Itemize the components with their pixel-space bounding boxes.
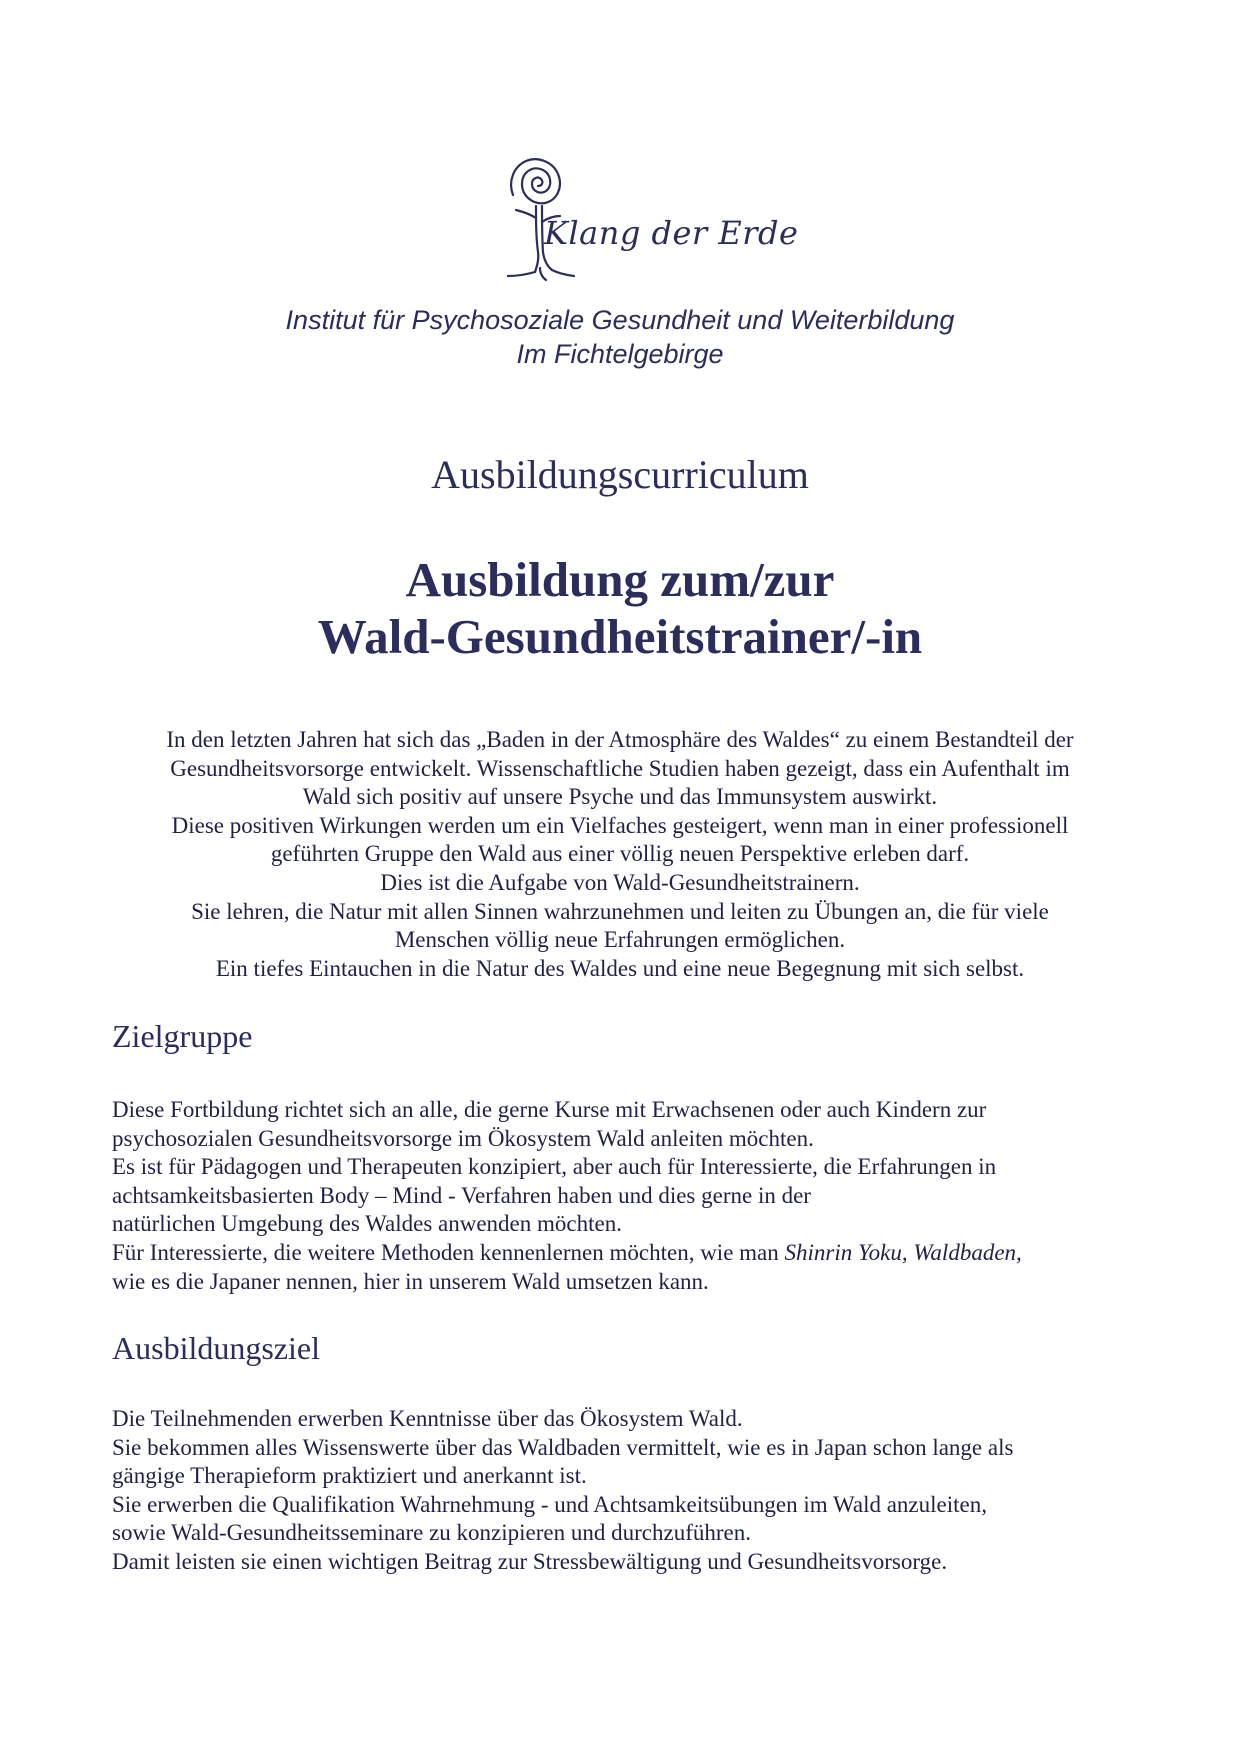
intro-line: Diese positiven Wirkungen werden um ein Vielfaches gesteigert, wenn man in einer professionell xyxy=(171,812,1069,838)
body-line: Es ist für Pädagogen und Therapeuten konzipiert, aber auch für Interessierte, die Erfahrungen in xyxy=(112,1154,997,1180)
body-line xyxy=(112,1239,1152,1268)
body-line: sowie Wald-Gesundheitsseminare zu konzipieren und durchzuführen. xyxy=(112,1520,751,1546)
intro-line: In den letzten Jahren hat sich das „Baden in der Atmosphäre des Waldes“ zu einem Bestandteil der xyxy=(166,727,1074,752)
body-line: Sie erwerben die Qualifikation Wahrnehmung - und Achtsamkeitsübungen im Wald anzuleiten, xyxy=(112,1491,987,1517)
document-kicker: Ausbildungscurriculum xyxy=(431,452,809,497)
body-line: natürlichen Umgebung des Waldes anwenden möchten. xyxy=(112,1211,622,1237)
zielgruppe-paragraph xyxy=(112,1096,1152,1296)
body-text-span: wie es die Japaner nennen xyxy=(112,1268,353,1294)
section-heading-ausbildungsziel: Ausbildungsziel xyxy=(112,1330,320,1366)
intro-line: Dies ist die Aufgabe von Wald-Gesundheitstrainern. xyxy=(380,869,860,895)
body-line: achtsamkeitsbasierten Body – Mind - Verfahren haben und dies gerne in der xyxy=(112,1182,811,1208)
body-line xyxy=(112,1268,1152,1297)
intro-line: Wald sich positiv auf unsere Psyche und das Immunsystem auswirkt. xyxy=(302,784,938,810)
document-title-line-1: Ausbildung zum/zur xyxy=(405,552,835,607)
body-line: gängige Therapieform praktiziert und anerkannt ist. xyxy=(112,1463,587,1489)
intro-line: Sie lehren, die Natur mit allen Sinnen wahrzunehmen und leiten zu Übungen an, die für viele xyxy=(191,898,1049,924)
shinrin-yoku-term: Shinrin Yoku, Waldbaden, xyxy=(784,1239,1022,1265)
logo xyxy=(500,152,799,282)
body-text-span: Für Interessierte, die weitere Methoden kennenlernen möchten, wie man xyxy=(112,1239,785,1265)
body-text-span: , xyxy=(352,1268,358,1294)
logo-wordmark: Klang der Erde xyxy=(544,214,799,252)
institute-location: Im Fichtelgebirge xyxy=(516,339,724,369)
body-line: Die Teilnehmenden erwerben Kenntnisse über das Ökosystem Wald. xyxy=(112,1406,743,1431)
body-line: Damit leisten sie einen wichtigen Beitrag zur Stressbewältigung und Gesundheitsvorsorge. xyxy=(112,1548,948,1574)
body-line: Diese Fortbildung richtet sich an alle, die gerne Kurse mit Erwachsenen oder auch Kindern zur xyxy=(112,1097,987,1122)
body-text-span: hier in unserem Wald umsetzen kann. xyxy=(357,1268,709,1294)
intro-line: Menschen völlig neue Erfahrungen ermöglichen. xyxy=(394,927,846,953)
intro-line: geführten Gruppe den Wald aus einer völlig neuen Perspektive erleben darf. xyxy=(270,841,970,867)
section-heading-zielgruppe: Zielgruppe xyxy=(112,1018,253,1054)
intro-line: Gesundheitsvorsorge entwickelt. Wissenschaftliche Studien haben gezeigt, dass ein Aufenthalt im xyxy=(170,755,1070,781)
intro-line: Ein tiefes Eintauchen in die Natur des Waldes und eine neue Begegnung mit sich selbst. xyxy=(215,955,1025,981)
body-line: Sie bekommen alles Wissenswerte über das Waldbaden vermittelt, wie es in Japan schon lange als xyxy=(112,1434,1014,1460)
ausbildungsziel-paragraph xyxy=(112,1405,1152,1577)
document-title-line-2: Wald-Gesundheitstrainer/-in xyxy=(317,609,923,664)
institute-name: Institut für Psychosoziale Gesundheit und Weiterbildung xyxy=(285,305,955,335)
intro-paragraph xyxy=(90,726,1150,983)
body-line: psychosozialen Gesundheitsvorsorge im Ökosystem Wald anleiten möchten. xyxy=(112,1125,814,1151)
